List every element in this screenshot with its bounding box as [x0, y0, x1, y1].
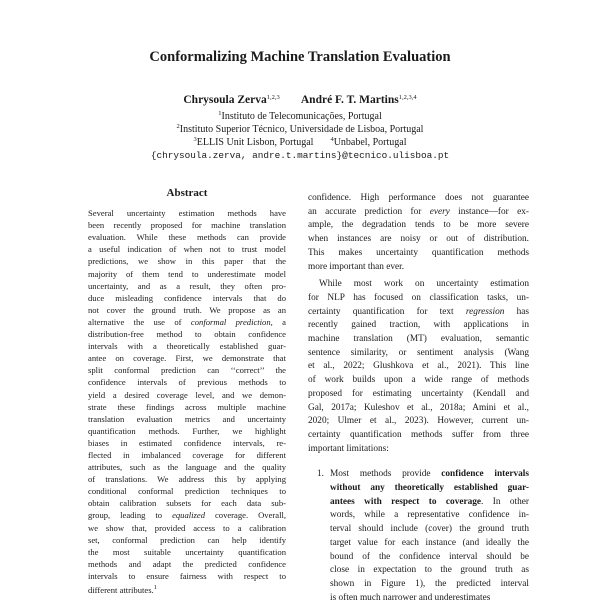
text-span: regression [465, 306, 505, 317]
text-line [308, 292, 529, 306]
text-line [88, 255, 286, 267]
text-span: of translations. We address this by applying [88, 474, 286, 485]
text-line [88, 546, 286, 558]
text-line [308, 192, 529, 206]
text-line [330, 551, 529, 565]
text-line [88, 352, 286, 364]
abstract-column [88, 187, 286, 596]
text-span: obtain calibration subsets for each data sub- [88, 498, 286, 509]
affiliation-line [0, 110, 600, 122]
text-line [88, 340, 286, 352]
list-item-text [330, 468, 529, 605]
affiliation-line [0, 136, 600, 148]
text-span: 2020; Ulmer et al., 2023). However, current un- [308, 416, 529, 427]
text-line [330, 578, 529, 592]
text-line [88, 570, 286, 582]
text-span: antee on coverage. First, we demonstrate that [88, 353, 286, 364]
text-span: split conformal prediction can ‘‘correct’’ the [88, 365, 286, 376]
text-span: antees with respect to coverage [330, 496, 482, 507]
text-line [308, 388, 529, 402]
text-span: attributes, such as the language and the quality [88, 462, 286, 473]
text-line [88, 243, 286, 255]
text-line [88, 207, 286, 219]
text-span: coverage. Overall, [205, 510, 286, 521]
text-line [88, 497, 286, 509]
text-line [88, 280, 286, 292]
text-line [308, 347, 529, 361]
text-line [330, 523, 529, 537]
text-span: confidence. High performance does not guarantee [308, 193, 529, 203]
text-span: for NLP has focused on classification tasks, un- [308, 292, 529, 303]
text-line [308, 443, 529, 457]
text-line [88, 304, 286, 316]
author-name: André F. T. Martins [300, 94, 399, 106]
text-span: sentence similarity, or sentiment analysis (Wang [308, 347, 529, 358]
text-span: certainty quantification for text [308, 306, 466, 317]
text-span: intervals with a theoretically established guar- [88, 341, 286, 352]
affiliation-mark: 1 [218, 110, 222, 117]
text-span: is often much narrower and underestimates [330, 592, 491, 603]
text-line [88, 558, 286, 570]
intro-paragraph [308, 278, 529, 456]
abstract-body [88, 207, 286, 596]
text-line [308, 278, 529, 292]
text-line [308, 219, 529, 233]
text-line [330, 509, 529, 523]
text-line [88, 449, 286, 461]
text-line [88, 268, 286, 280]
text-line [88, 316, 286, 328]
text-span: shown in Figure 1), the predicted interval [330, 578, 529, 589]
author-affiliation-marks: 1,2,3 [266, 94, 280, 101]
affiliation-mark: 4 [330, 136, 334, 143]
text-span: et al., 2022; Glushkova et al., 2021). This line [308, 361, 529, 372]
text-line [88, 461, 286, 473]
text-line [88, 582, 286, 596]
affiliation-text: Instituto Superior Técnico, Universidade de Lisboa, Portugal [179, 124, 424, 135]
affiliation-line [0, 123, 600, 135]
text-span: group, leading to [88, 510, 173, 521]
text-span: distribution-free method to obtain confidence [88, 329, 286, 340]
text-span: 1 [153, 584, 157, 591]
text-span: different attributes. [88, 585, 154, 595]
text-span: recently gained traction, with applications in [308, 320, 529, 331]
text-line [88, 389, 286, 401]
text-span: , a [270, 316, 286, 327]
text-line [88, 425, 286, 437]
text-line [308, 333, 529, 347]
text-span: an accurate prediction for [308, 206, 430, 217]
text-span: While most work on uncertainty estimation [319, 279, 529, 290]
text-span: we show that, provided access to a calibration [88, 522, 286, 533]
text-span: when instances are noisy or out of distribution. [308, 234, 529, 245]
numbered-list-item [308, 468, 529, 605]
text-span: every [429, 206, 450, 217]
text-span: biases in estimated confidence intervals, re- [88, 437, 286, 448]
text-span: intervals to ensure fairness with respect to [88, 570, 286, 581]
text-line [88, 401, 286, 413]
affiliation-mark: 3 [193, 136, 197, 143]
text-line [88, 328, 286, 340]
text-span: translation evaluation metrics and uncertainty [88, 413, 286, 424]
affiliation-text: Unbabel, Portugal [333, 137, 407, 148]
text-line [88, 413, 286, 425]
text-span: uncertainty, and as a result, they often pro- [88, 280, 286, 291]
text-span: the most suitable uncertainty quantification [88, 546, 286, 557]
text-span: close in expectation to the ground truth as [330, 565, 529, 576]
author-affiliation-marks: 1,2,3,4 [398, 94, 417, 101]
text-span: alternative the use of [88, 316, 191, 327]
affiliation-text: ELLIS Unit Lisbon, Portugal [196, 137, 314, 148]
paper-title: Conformalizing Machine Translation Evaluation [149, 49, 451, 65]
text-line [308, 360, 529, 374]
text-span: predictions, we show in this paper that the [88, 256, 286, 267]
text-span: machine translation (MT) evaluation, semantic [308, 334, 529, 345]
text-span: a useful indication of when not to trust model [88, 244, 286, 255]
text-line [308, 306, 529, 320]
text-span: instance—for ex- [449, 206, 529, 217]
text-span: equalized [172, 510, 205, 521]
text-span: confidence intervals [441, 469, 529, 480]
text-span: proposed for estimating uncertainty (Kendall and [308, 388, 529, 399]
affiliation-mark: 2 [176, 123, 180, 130]
text-line [88, 231, 286, 243]
text-span: been recently proposed for machine translation [88, 220, 286, 231]
text-span: majority of them tend to underestimate model [88, 268, 286, 279]
affiliation-text: Instituto de Telecomunicações, Portugal [221, 111, 382, 122]
text-line [88, 219, 286, 231]
text-span: This makes uncertainty quantification methods [308, 247, 529, 258]
text-line [308, 415, 529, 429]
text-span: bound of the confidence interval should be [330, 551, 529, 562]
text-span: important limitations: [308, 443, 389, 454]
right-column [308, 192, 529, 605]
list-number: 1. [317, 469, 324, 480]
text-span: . In other [481, 496, 529, 507]
text-span: certainty quantification methods suffer from three [308, 429, 529, 440]
text-line [330, 496, 529, 510]
text-span: words, while a representative confidence in- [330, 510, 529, 521]
text-line [88, 437, 286, 449]
text-span: conformal prediction [190, 316, 271, 327]
text-span: quantification methods. Further, we highlight [88, 425, 286, 436]
text-line [330, 482, 529, 496]
text-span: flected in imbalanced coverage for different [88, 449, 286, 460]
text-span: Gal, 2017a; Kuleshov et al., 2018a; Amini et al., [308, 402, 529, 413]
text-span: Most methods provide [330, 469, 442, 480]
text-span: duce misleading confidence intervals that do [88, 292, 286, 303]
abstract-heading: Abstract [166, 187, 208, 199]
text-line [330, 564, 529, 578]
text-line [308, 206, 529, 220]
text-line [88, 522, 286, 534]
text-line [88, 509, 286, 521]
author-emails: {chrysoula.zerva, andre.t.martins}@tecnico.ulisboa.pt [150, 150, 450, 161]
text-line [308, 247, 529, 261]
text-span: evaluation. While these methods can provide [88, 232, 286, 243]
text-line [308, 429, 529, 443]
text-span: terval should include (cover) the ground truth [330, 524, 529, 535]
text-span: of work builds upon a wide range of methods [308, 375, 529, 386]
text-span: strate these findings across multiple machine [88, 401, 286, 412]
intro-paragraph [308, 192, 529, 274]
text-line [88, 534, 286, 546]
text-span: more important than ever. [308, 261, 405, 272]
text-line [308, 402, 529, 416]
text-line [88, 485, 286, 497]
author-name: Chrysoula Zerva [183, 94, 267, 106]
text-line [88, 292, 286, 304]
text-span: not cover the ground truth. We propose as an [88, 304, 286, 315]
text-line [88, 364, 286, 376]
text-line [88, 376, 286, 388]
text-line [308, 261, 529, 275]
text-line [330, 537, 529, 551]
text-span: conditional conformal prediction techniques to [88, 486, 286, 497]
text-line [308, 374, 529, 388]
text-line [308, 233, 529, 247]
text-span: ample, the degradation tends to be more severe [308, 220, 529, 231]
text-span: methods and adapt the predicted confidence [88, 558, 286, 569]
text-line [330, 592, 529, 605]
text-span: has [504, 306, 530, 317]
text-span: without any theoretically established guar- [330, 483, 529, 494]
text-span: target value for each instance (and ideally the [330, 537, 529, 548]
text-line [308, 319, 529, 333]
text-span: set, conformal prediction can help identify [88, 534, 286, 545]
text-line [330, 468, 529, 482]
text-span: confidence intervals of previous methods to [88, 377, 286, 388]
text-span: yield a desired coverage level, and we demon- [88, 389, 286, 400]
text-span: Several uncertainty estimation methods have [88, 208, 286, 219]
author-line [0, 94, 600, 106]
text-line [88, 473, 286, 485]
